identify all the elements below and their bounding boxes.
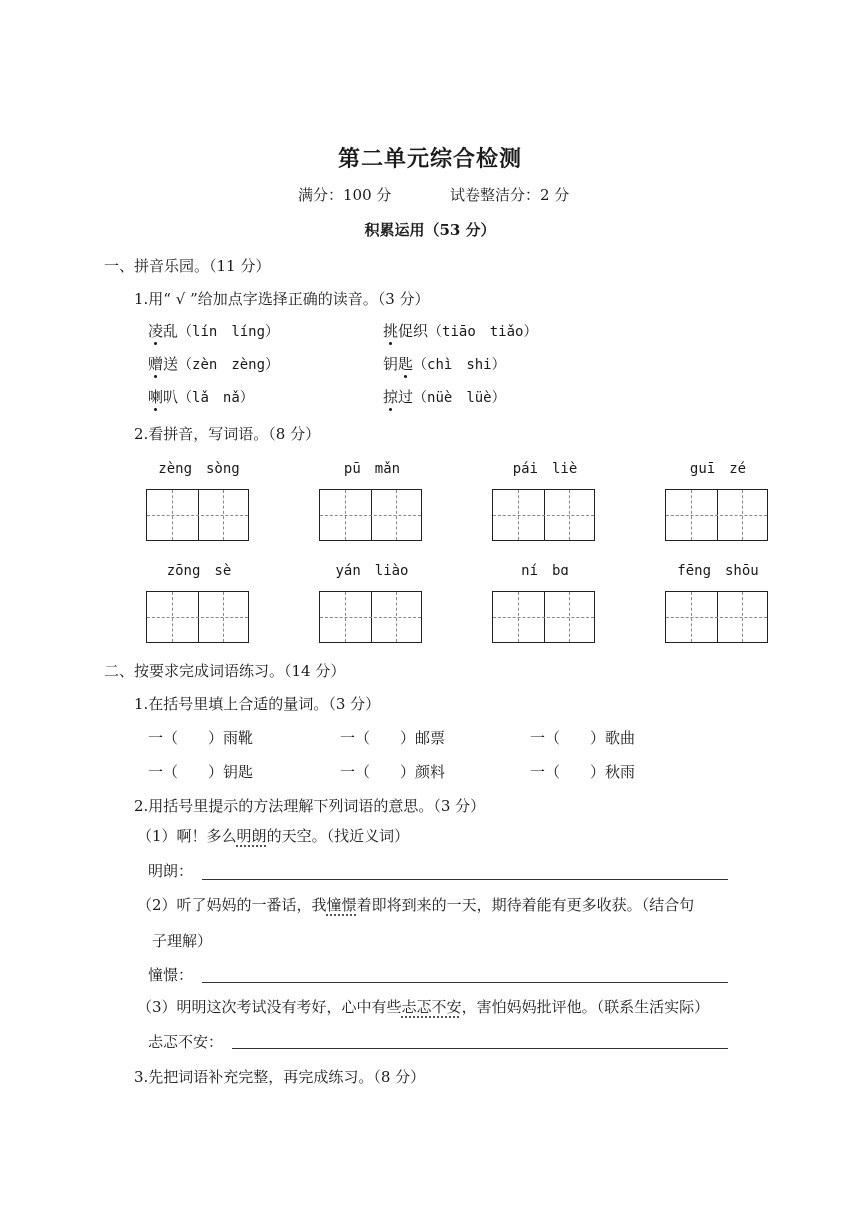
sentence-3 — [137, 996, 709, 1017]
word-rest: 促织 — [398, 322, 429, 340]
sentence-text: （1）啊！多么 — [137, 827, 237, 845]
dotted-word: 明朗 — [236, 827, 267, 845]
dotted-char: 挑 — [383, 322, 399, 340]
pinyin-label: pū mǎn — [343, 461, 401, 477]
word-rest: 乱 — [163, 322, 179, 340]
measure-item[interactable]: 一（ ）邮票 — [340, 729, 446, 747]
measure-item[interactable]: 一（ ）雨靴 — [148, 729, 254, 747]
writing-grid[interactable] — [319, 591, 422, 643]
pinyin-label: pái liè — [512, 461, 578, 477]
sentence-1 — [137, 825, 409, 846]
word-pre: 钥 — [383, 355, 399, 373]
pron-item-4 — [383, 353, 506, 374]
answer-label: 明朗： — [148, 862, 194, 880]
pinyin-options[interactable]: （nüè lüè） — [413, 390, 506, 406]
word-rest: 送 — [163, 355, 179, 373]
part2-heading: 二、按要求完成词语练习。（14 分） — [104, 662, 346, 680]
complete-words-prompt: 3.先把词语补充完整，再完成练习。（8 分） — [134, 1068, 426, 1086]
answer-line[interactable] — [202, 879, 728, 880]
pron-item-1 — [148, 320, 279, 341]
answer-line[interactable] — [232, 1048, 728, 1049]
dotted-char: 匙 — [398, 355, 414, 373]
writing-grid[interactable] — [146, 591, 249, 643]
full-score: 满分：100 分 — [298, 186, 392, 204]
measure-item[interactable]: 一（ ）歌曲 — [530, 729, 636, 747]
pinyin-label: guī zé — [689, 461, 747, 477]
pinyin-options[interactable]: （zèn zèng） — [178, 357, 280, 373]
writing-grid[interactable] — [665, 591, 768, 643]
dotted-char: 掠 — [383, 388, 399, 406]
neat-score: 试卷整洁分：2 分 — [450, 186, 570, 204]
dotted-word: 憧憬 — [326, 896, 357, 914]
answer-label: 忐忑不安： — [148, 1033, 224, 1051]
q1-prompt: 1.用“ √ ”给加点字选择正确的读音。（3 分） — [134, 290, 430, 308]
pinyin-label: yán liào — [335, 563, 409, 579]
sentence-text: 着即将到来的一天，期待着能有更多收获。（结合句 — [356, 896, 695, 914]
measure-prompt: 1.在括号里填上合适的量词。（3 分） — [134, 695, 381, 713]
word-rest: 过 — [398, 388, 414, 406]
dotted-char: 喇 — [148, 388, 164, 406]
sentence-2-cont: 子理解） — [152, 932, 213, 950]
measure-item[interactable]: 一（ ）钥匙 — [148, 763, 254, 781]
sentence-text: （2）听了妈妈的一番话，我 — [137, 896, 327, 914]
writing-grid[interactable] — [665, 489, 768, 541]
pinyin-label: fēng shōu — [677, 563, 759, 579]
pinyin-options[interactable]: （chì shi） — [413, 357, 506, 373]
pron-item-2 — [383, 320, 537, 341]
dotted-word: 忐忑不安 — [401, 998, 462, 1016]
sentence-text: 的天空。（找近义词） — [266, 827, 410, 845]
pron-item-6 — [383, 386, 506, 407]
dotted-char: 凌 — [148, 322, 164, 340]
writing-grid[interactable] — [492, 489, 595, 541]
sentence-2 — [137, 894, 694, 915]
answer-label: 憧憬： — [148, 966, 194, 984]
word-rest: 叭 — [163, 388, 179, 406]
answer-line[interactable] — [202, 982, 728, 983]
q2-prompt: 2.看拼音，写词语。（8 分） — [134, 425, 321, 443]
sentence-text: ，害怕妈妈批评他。（联系生活实际） — [461, 998, 710, 1016]
page-title: 第二单元综合检测 — [337, 146, 522, 172]
pron-item-5 — [148, 386, 254, 407]
measure-item[interactable]: 一（ ）颜料 — [340, 763, 446, 781]
pron-item-3 — [148, 353, 279, 374]
section-heading: 积累运用（53 分） — [364, 221, 496, 239]
part1-heading: 一、拼音乐园。（11 分） — [104, 257, 271, 275]
sentence-text: （3）明明这次考试没有考好，心中有些 — [137, 998, 402, 1016]
writing-grid[interactable] — [146, 489, 249, 541]
pinyin-options[interactable]: （lǎ nǎ） — [178, 390, 254, 406]
meaning-prompt: 2.用括号里提示的方法理解下列词语的意思。（3 分） — [134, 797, 486, 815]
pinyin-options[interactable]: （tiāo tiǎo） — [428, 324, 538, 340]
writing-grid[interactable] — [319, 489, 422, 541]
measure-item[interactable]: 一（ ）秋雨 — [530, 763, 636, 781]
dotted-char: 赠 — [148, 355, 164, 373]
writing-grid[interactable] — [492, 591, 595, 643]
pinyin-label: ní bɑ — [521, 563, 569, 579]
pinyin-options[interactable]: （lín líng） — [178, 324, 280, 340]
pinyin-label: zèng sòng — [158, 461, 240, 477]
pinyin-label: zōng sè — [166, 563, 232, 579]
